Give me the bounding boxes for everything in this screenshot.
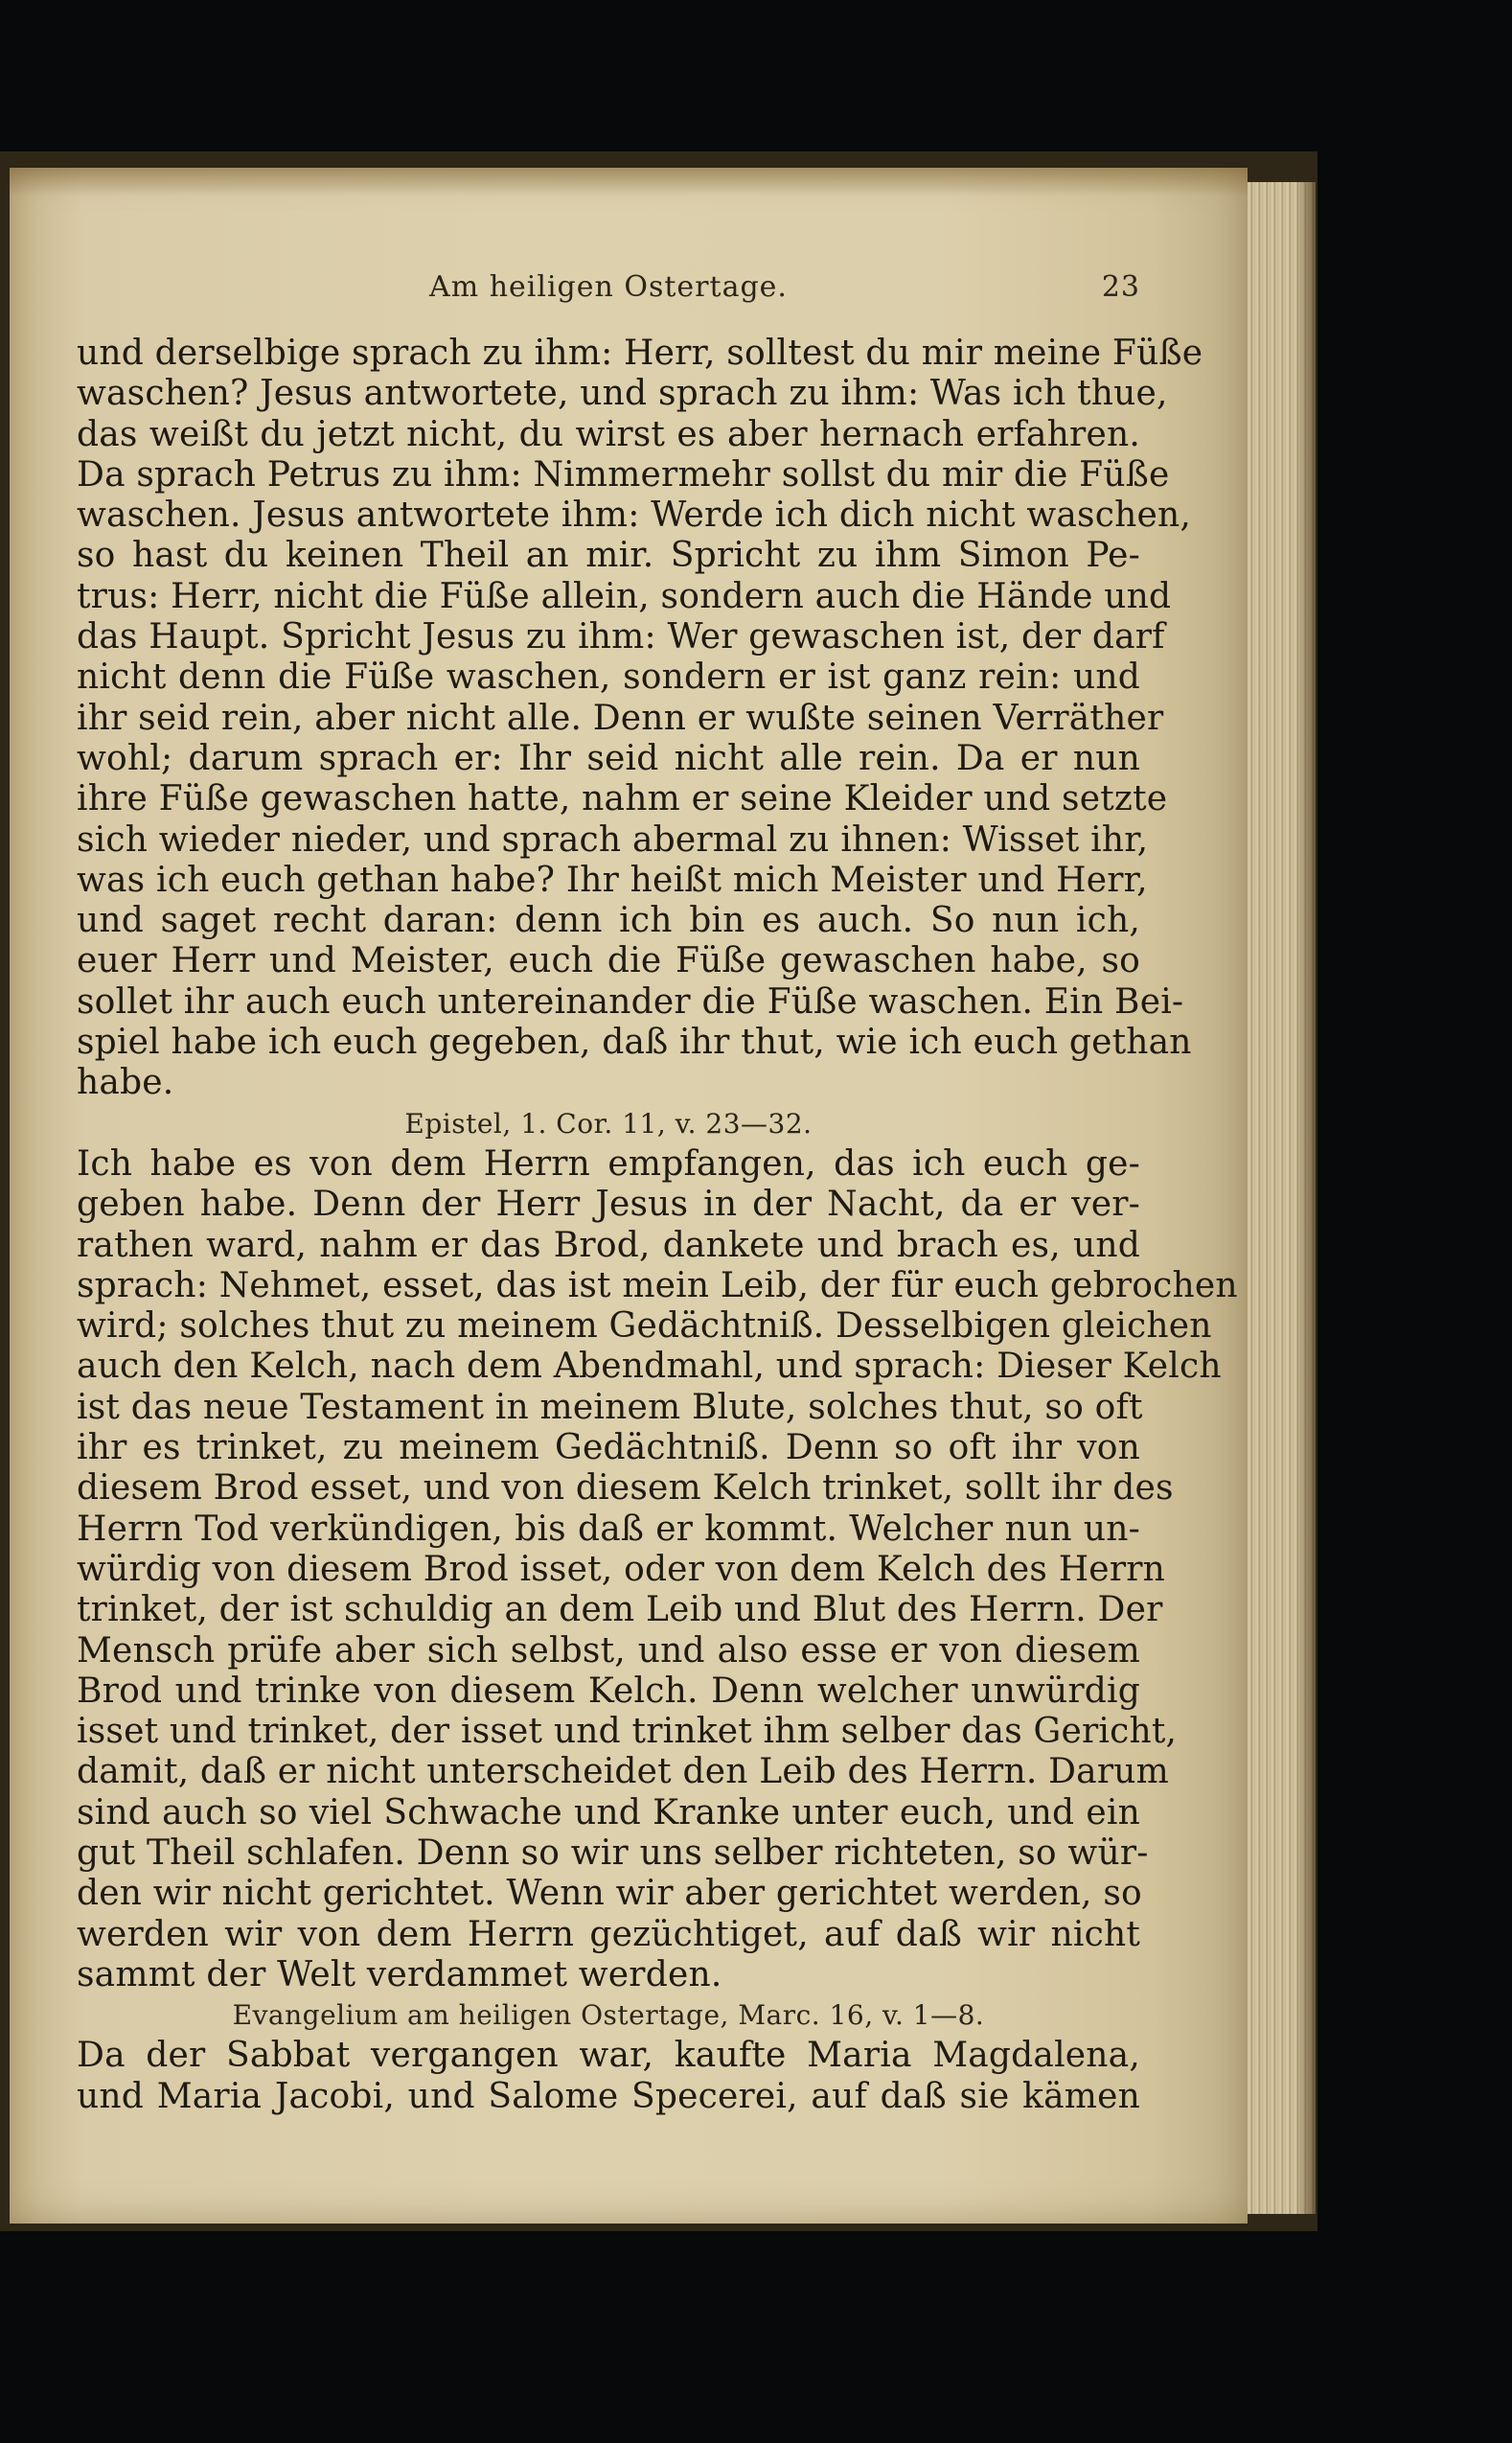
epistle-line: werden wir von dem Herrn gezüchtiget, auf daß wir nicht: [77, 1914, 1140, 1954]
epistle-line: wird; solches thut zu meinem Gedächtniß. Desselbigen gleichen: [77, 1306, 1212, 1347]
epistle-heading: Epistel, 1. Cor. 11, v. 23—32.: [404, 1107, 813, 1140]
text-line: nicht denn die Füße waschen, sondern er ist ganz rein: und: [77, 657, 1140, 698]
epistle-line: Ich habe es von dem Herrn empfangen, das ich euch ge-: [77, 1143, 1140, 1184]
text-line: was ich euch gethan habe? Ihr heißt mich Meister und Herr,: [77, 860, 1148, 900]
running-head: [77, 268, 1140, 307]
gospel-line: und Maria Jacobi, und Salome Specerei, auf daß sie kämen: [77, 2076, 1140, 2116]
text-line: ihr seid rein, aber nicht alle. Denn er wußte seinen Verräther: [77, 698, 1164, 738]
epistle-line: geben habe. Denn der Herr Jesus in der Nacht, da er ver-: [77, 1185, 1140, 1225]
epistle-line: ist das neue Testament in meinem Blute, solches thut, so oft: [77, 1387, 1143, 1427]
epistle-line: isset und trinket, der isset und trinket ihm selber das Gericht,: [77, 1712, 1178, 1752]
text-line: das weißt du jetzt nicht, du wirst es aber hernach erfahren.: [77, 414, 1140, 454]
epistle-line: Mensch prüfe aber sich selbst, und also esse er von diesem: [77, 1630, 1140, 1671]
text-line: waschen. Jesus antwortete ihm: Werde ich dich nicht waschen,: [77, 496, 1192, 536]
epistle-line: rathen ward, nahm er das Brod, dankete und brach es, und: [77, 1225, 1140, 1265]
text-line: sollet ihr auch euch untereinander die Füße waschen. Ein Bei-: [77, 981, 1184, 1022]
gospel-line: Da der Sabbat vergangen war, kaufte Maria Magdalena,: [77, 2036, 1140, 2076]
epistle-line: Brod und trinke von diesem Kelch. Denn welcher unwürdig: [77, 1671, 1140, 1711]
epistle-line: würdig von diesem Brod isset, oder von dem Kelch des Herrn: [77, 1549, 1166, 1589]
gospel-heading: Evangelium am heiligen Ostertage, Marc. 16, v. 1—8.: [232, 1999, 985, 2032]
text-line: euer Herr und Meister, euch die Füße gewaschen habe, so: [77, 941, 1140, 981]
text-line: ihre Füße gewaschen hatte, nahm er seine Kleider und setzte: [77, 779, 1168, 819]
text-line: sich wieder nieder, und sprach abermal zu ihnen: Wisset ihr,: [77, 819, 1149, 860]
epistle-line: damit, daß er nicht unterscheidet den Leib des Herrn. Darum: [77, 1752, 1169, 1792]
text-line: spiel habe ich euch gegeben, daß ihr thut, wie ich euch gethan: [77, 1023, 1192, 1063]
text-line: und derselbige sprach zu ihm: Herr, solltest du mir meine Füße: [77, 334, 1203, 373]
text-line: trus: Herr, nicht die Füße allein, sondern auch die Hände und: [77, 576, 1172, 616]
text-line: und saget recht daran: denn ich bin es auch. So nun ich,: [77, 901, 1140, 941]
epistle-line: diesem Brod esset, und von diesem Kelch trinket, sollt ihr des: [77, 1468, 1174, 1509]
text-line: wohl; darum sprach er: Ihr seid nicht alle rein. Da er nun: [77, 738, 1140, 778]
text-line: Da sprach Petrus zu ihm: Nimmermehr sollst du mir die Füße: [77, 454, 1170, 495]
epistle-line: sprach: Nehmet, esset, das ist mein Leib, der für euch gebrochen: [77, 1265, 1238, 1305]
text-line: so hast du keinen Theil an mir. Spricht zu ihm Simon Pe-: [77, 536, 1140, 576]
text-line: das Haupt. Spricht Jesus zu ihm: Wer gewaschen ist, der darf: [77, 617, 1165, 657]
epistle-line: sammt der Welt verdammet werden.: [77, 1954, 722, 1994]
epistle-line: ihr es trinket, zu meinem Gedächtniß. Denn so oft ihr von: [77, 1428, 1140, 1468]
epistle-line: den wir nicht gerichtet. Wenn wir aber gerichtet werden, so: [77, 1874, 1142, 1914]
text-line: habe.: [77, 1063, 174, 1103]
epistle-line: Herrn Tod verkündigen, bis daß er kommt. Welcher nun un-: [77, 1509, 1140, 1549]
running-title: Am heiligen Ostertage.: [429, 270, 788, 304]
epistle-line: trinket, der ist schuldig an dem Leib und Blut des Herrn. Der: [77, 1590, 1163, 1630]
epistle-line: auch den Kelch, nach dem Abendmahl, und sprach: Dieser Kelch: [77, 1347, 1222, 1387]
text-line: waschen? Jesus antwortete, und sprach zu ihm: Was ich thue,: [77, 374, 1168, 414]
text-block: [77, 334, 1238, 2117]
epistle-line: sind auch so viel Schwache und Kranke unter euch, und ein: [77, 1792, 1140, 1832]
page-edges: [1248, 182, 1316, 2214]
page-number: 23: [1101, 270, 1140, 304]
epistle-line: gut Theil schlafen. Denn so wir uns selber richteten, so wür-: [77, 1832, 1149, 1873]
